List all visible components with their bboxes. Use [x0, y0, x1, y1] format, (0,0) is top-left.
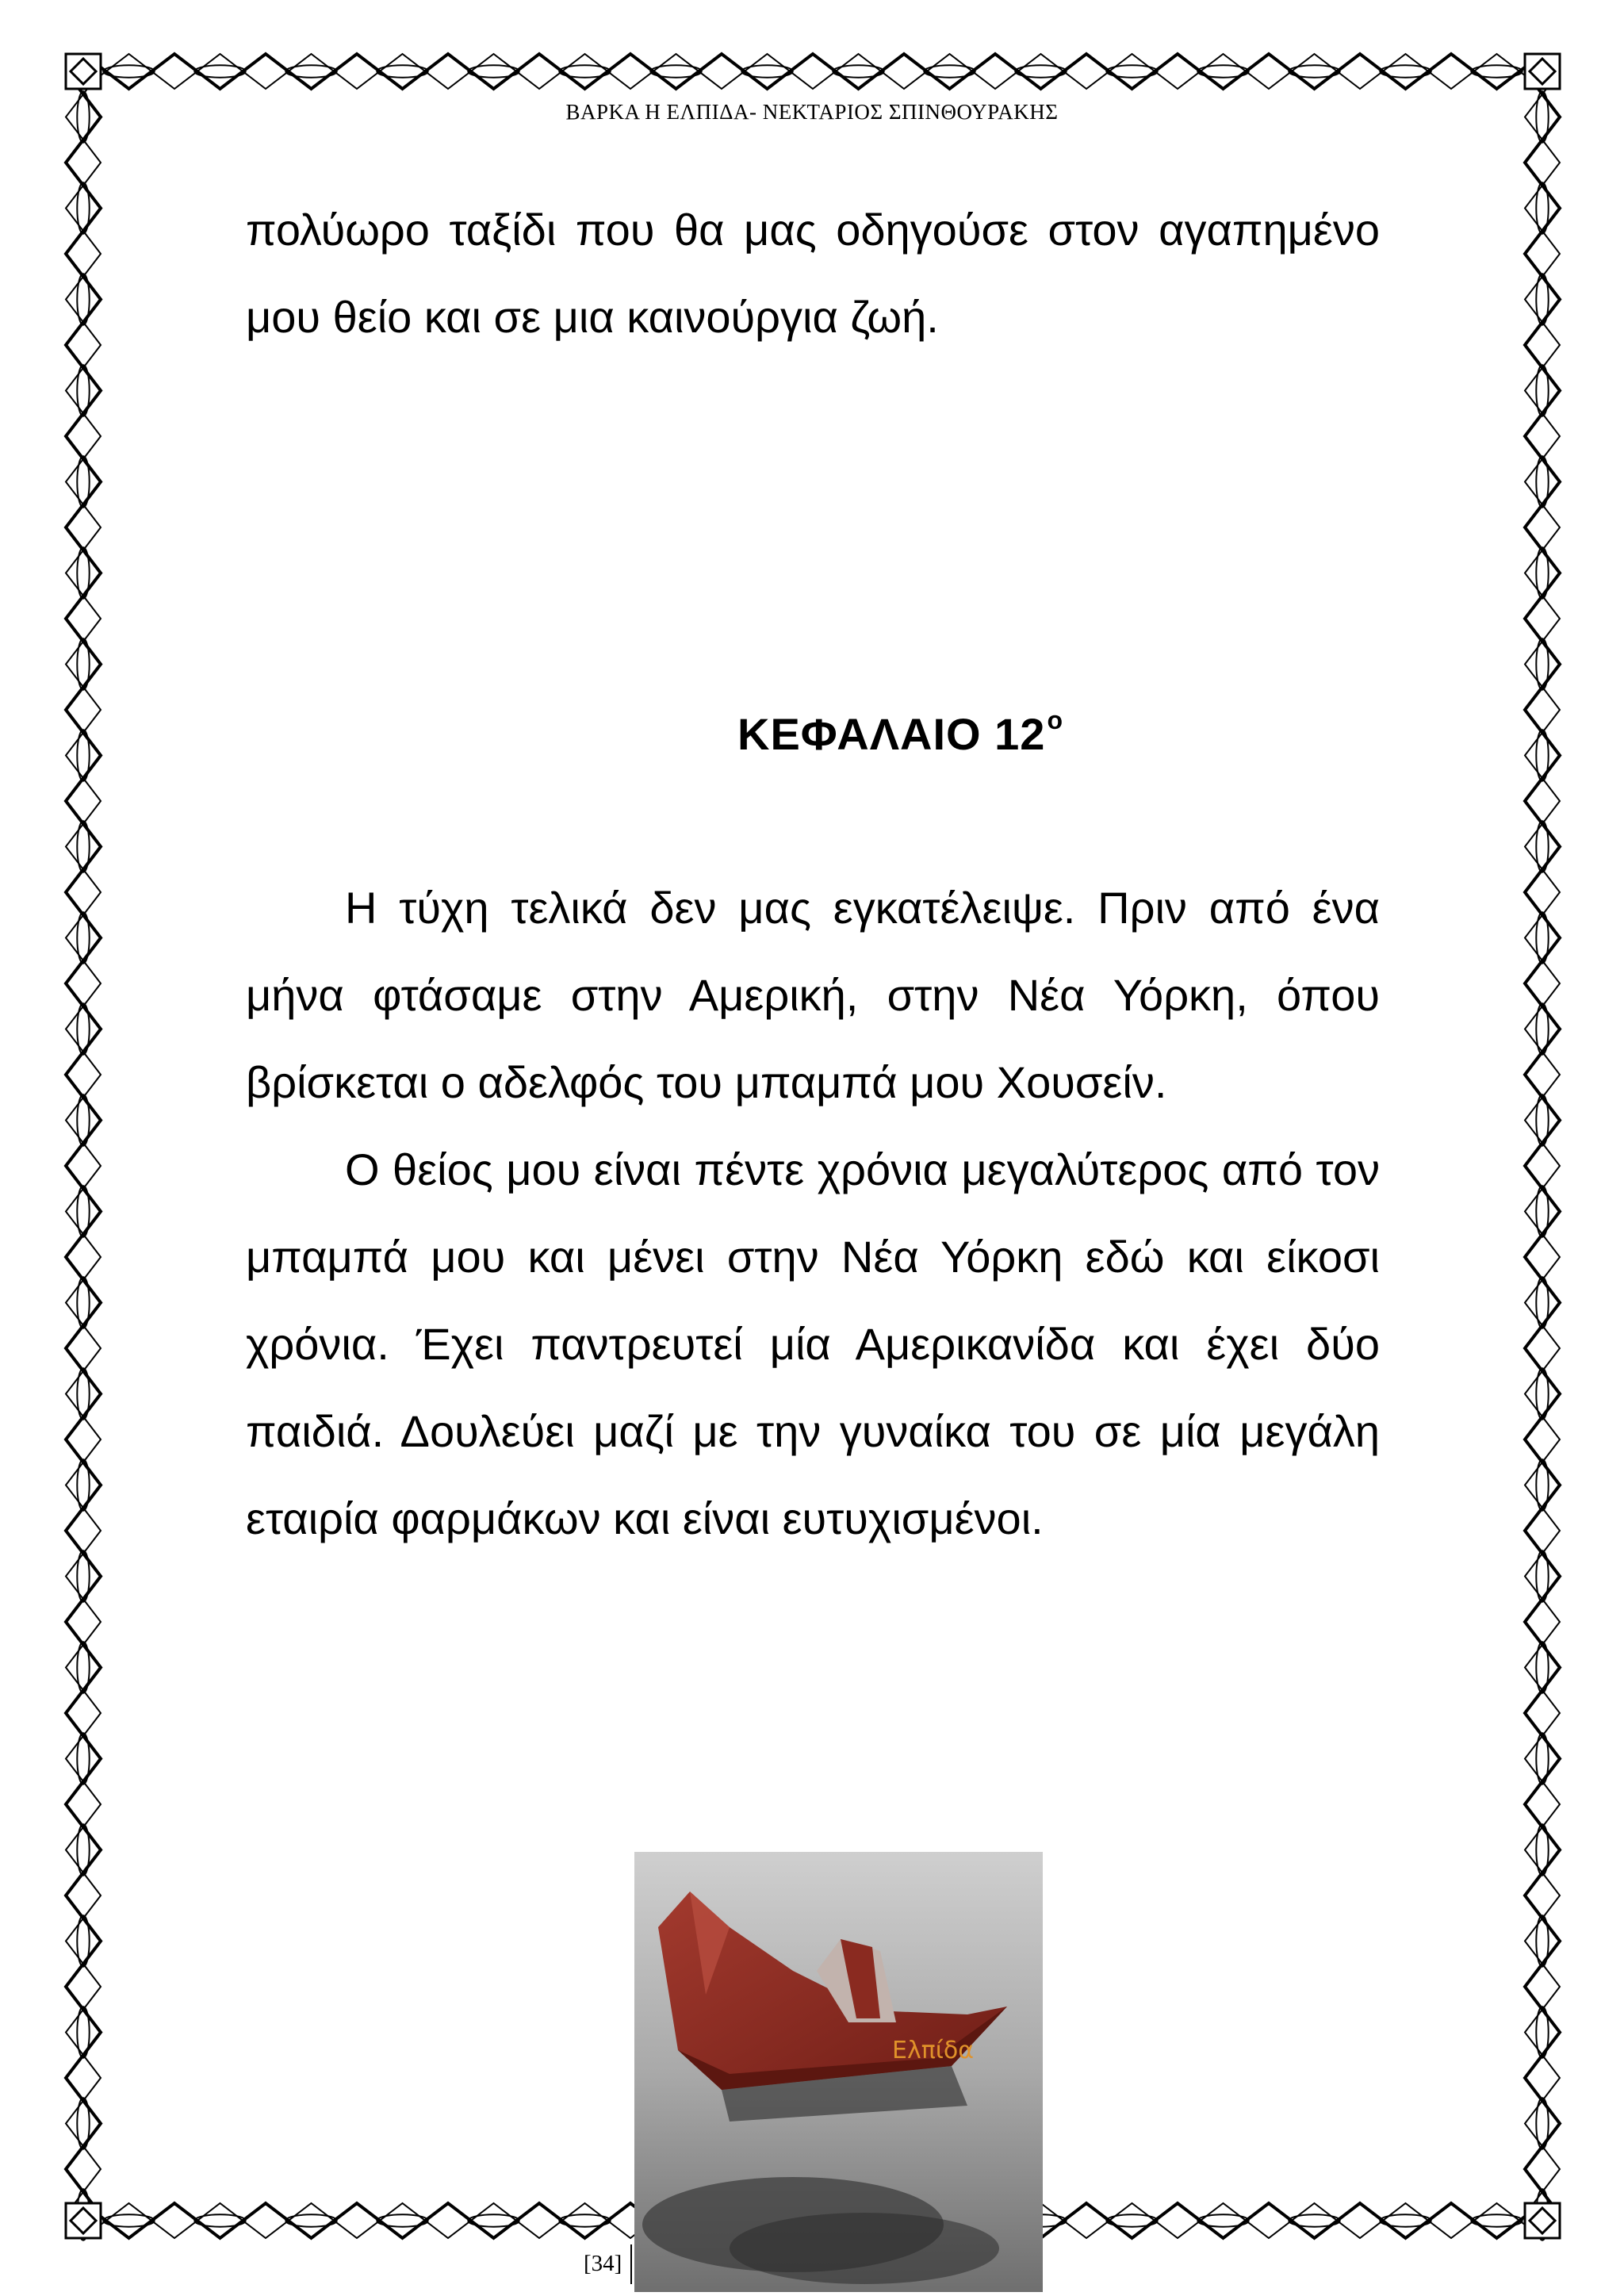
- page-number: [34]: [584, 2251, 622, 2276]
- continuation-paragraph: [246, 186, 1380, 361]
- chapter-heading: [737, 706, 1063, 760]
- boat-label: Ελπίδα: [892, 2037, 975, 2064]
- paragraph-1: Η τύχη τελικά δεν μας εγκατέλειψε. Πριν από ένα μήνα φτάσαμε στην Αμερική, στην Νέα Υόρκη, όπου βρίσκεται ο αδελφός του μπαμπά μου Χουσείν.: [246, 883, 1380, 1107]
- chapter-label: ΚΕΦΑΛΑΙΟ 12: [737, 709, 1046, 759]
- chapter-ordinal-suffix: ο: [1047, 706, 1063, 734]
- page-number-rule: [630, 2244, 632, 2284]
- chapter-body: [246, 864, 1380, 1562]
- paper-boat-image: [634, 1852, 1043, 2292]
- paragraph-2: Ο θείος μου είναι πέντε χρόνια μεγαλύτερος από τον μπαμπά μου και μένει στην Νέα Υόρκη εδώ και είκοσι χρόνια. Έχει παντρευτεί μία Αμερικανίδα και έχει δύο παιδιά. Δουλεύει μαζί με την γυναίκα του σε μία μεγάλη εταιρία φαρμάκων και είναι ευτυχισμένοι.: [246, 1144, 1380, 1543]
- paper-boat-illustration: [634, 1852, 1043, 2292]
- running-header: ΒΑΡΚΑ Η ΕΛΠΙΔΑ- ΝΕΚΤΑΡΙΟΣ ΣΠΙΝΘΟΥΡΑΚΗΣ: [565, 100, 1059, 124]
- continuation-text: πολύωρο ταξίδι που θα μας οδηγούσε στον αγαπημένο μου θείο και σε μια καινούργια ζωή.: [246, 205, 1380, 342]
